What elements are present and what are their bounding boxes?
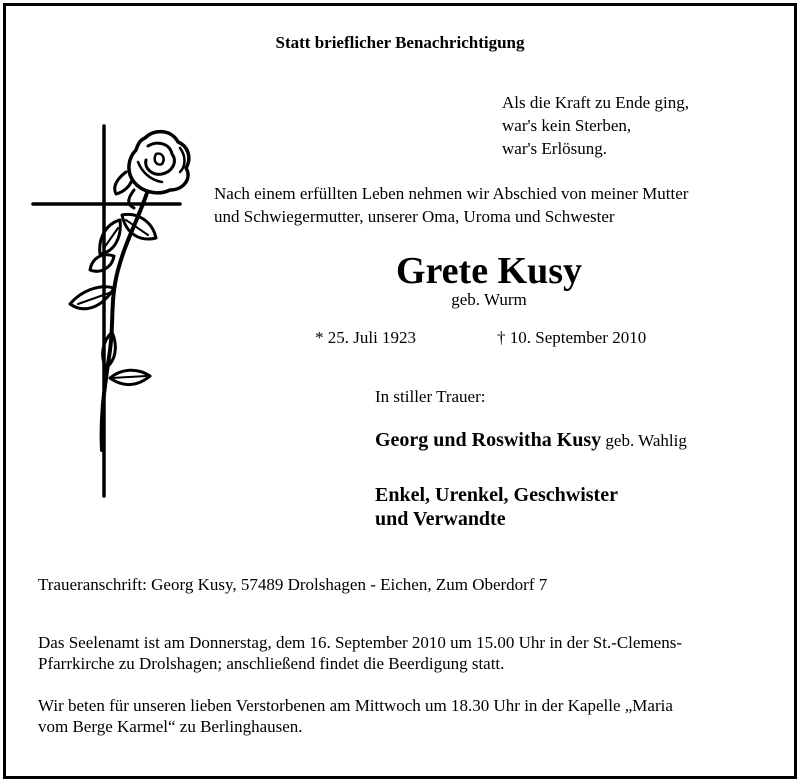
maiden-name: geb. Wurm [451,290,527,309]
birth-date: * 25. Juli 1923 [315,328,417,347]
cross-with-rose-icon [30,120,200,500]
family-entry-1 [375,429,687,452]
prayer-info [38,695,673,737]
notice-header: Statt brieflicher Benachrichtigung [275,33,525,52]
intro-line: und Schwiegermutter, unserer Oma, Uroma und Schwester [214,207,615,226]
mourning-label: In stiller Trauer: [375,387,486,406]
funeral-service-info [38,632,682,674]
mourning-address: Traueranschrift: Georg Kusy, 57489 Drolshagen - Eichen, Zum Oberdorf 7 [38,575,548,594]
poem-line: war's kein Sterben, [502,116,632,135]
family-2-line: Enkel, Urenkel, Geschwister [375,484,618,506]
family-entry-2 [375,483,618,531]
service-line: Pfarrkirche zu Drolshagen; anschließend findet die Beerdigung statt. [38,654,505,673]
prayer-line: Wir beten für unseren lieben Verstorbenen am Mittwoch um 18.30 Uhr in der Kapelle „Maria [38,696,673,715]
poem-line: war's Erlösung. [502,139,608,158]
family-1-name: Georg und Roswitha Kusy [375,429,602,451]
prayer-line: vom Berge Karmel“ zu Berlinghausen. [38,717,303,736]
poem [502,91,689,160]
intro-text [214,182,688,228]
poem-line: Als die Kraft zu Ende ging, [502,93,689,112]
family-2-line: und Verwandte [375,508,506,530]
service-line: Das Seelenamt ist am Donnerstag, dem 16. September 2010 um 15.00 Uhr in der St.-Clemens- [38,633,682,652]
family-1-maiden: geb. Wahlig [605,431,687,450]
deceased-name: Grete Kusy [395,250,583,292]
death-date: † 10. September 2010 [497,328,647,347]
intro-line: Nach einem erfüllten Leben nehmen wir Abschied von meiner Mutter [214,184,689,203]
